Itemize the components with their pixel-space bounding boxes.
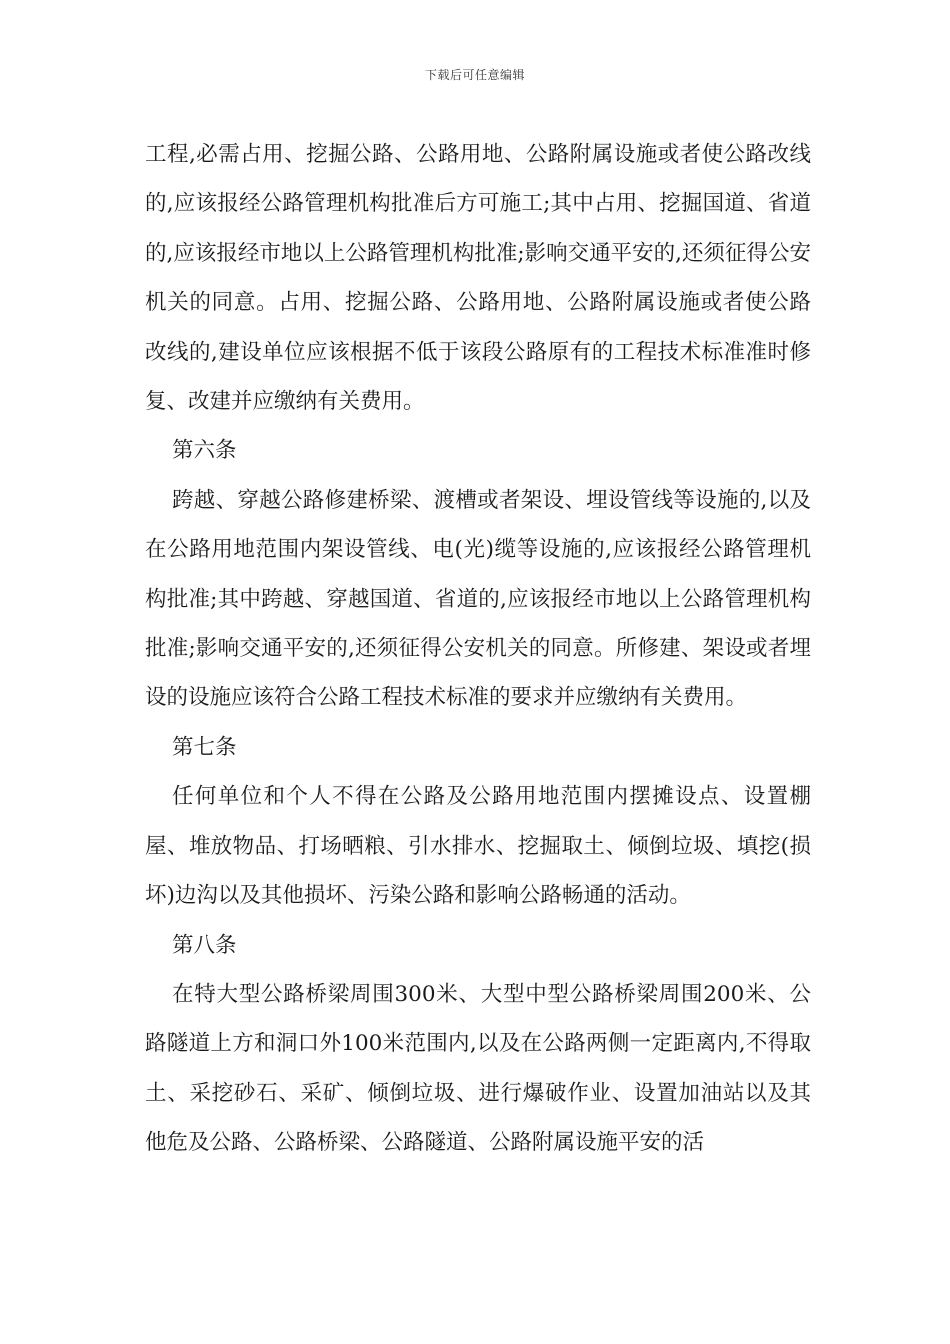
paragraph-article-7: 任何单位和个人不得在公路及公路用地范围内摆摊设点、设置棚屋、堆放物品、打场晒粮、引水排水、挖掘取土、倾倒垃圾、填挖(损坏)边沟以及其他损坏、污染公路和影响公路畅通的活动。	[145, 784, 811, 909]
body-text	[145, 130, 811, 1168]
article-heading-8: 第八条	[172, 932, 237, 958]
paragraph-article-6: 跨越、穿越公路修建桥梁、渡槽或者架设、埋设管线等设施的,以及在公路用地范围内架设管线、电(光)缆等设施的,应该报经公路管理机构批准;其中跨越、穿越国道、省道的,应该报经市地以上公路管理机构批准;影响交通平安的,还须征得公安机关的同意。所修建、架设或者埋设的设施应该符合公路工程技术标准的要求并应缴纳有关费用。	[145, 487, 811, 711]
article-heading-6: 第六条	[172, 438, 237, 464]
paragraph-intro: 工程,必需占用、挖掘公路、公路用地、公路附属设施或者使公路改线的,应该报经公路管理机构批准后方可施工;其中占用、挖掘国道、省道的,应该报经市地以上公路管理机构批准;影响交通平安的,还须征得公安机关的同意。占用、挖掘公路、公路用地、公路附属设施或者使公路改线的,建设单位应该根据不低于该段公路原有的工程技术标准准时修复、改建并应缴纳有关费用。	[145, 142, 811, 415]
paragraph-article-8: 在特大型公路桥梁周围300米、大型中型公路桥梁周围200米、公路隧道上方和洞口外100米范围内,以及在公路两侧一定距离内,不得取土、采挖砂石、采矿、倾倒垃圾、进行爆破作业、设置加油站以及其他危及公路、公路桥梁、公路隧道、公路附属设施平安的活	[145, 981, 811, 1156]
article-heading-7: 第七条	[172, 734, 237, 760]
header-note: 下载后可任意编辑	[424, 68, 525, 82]
